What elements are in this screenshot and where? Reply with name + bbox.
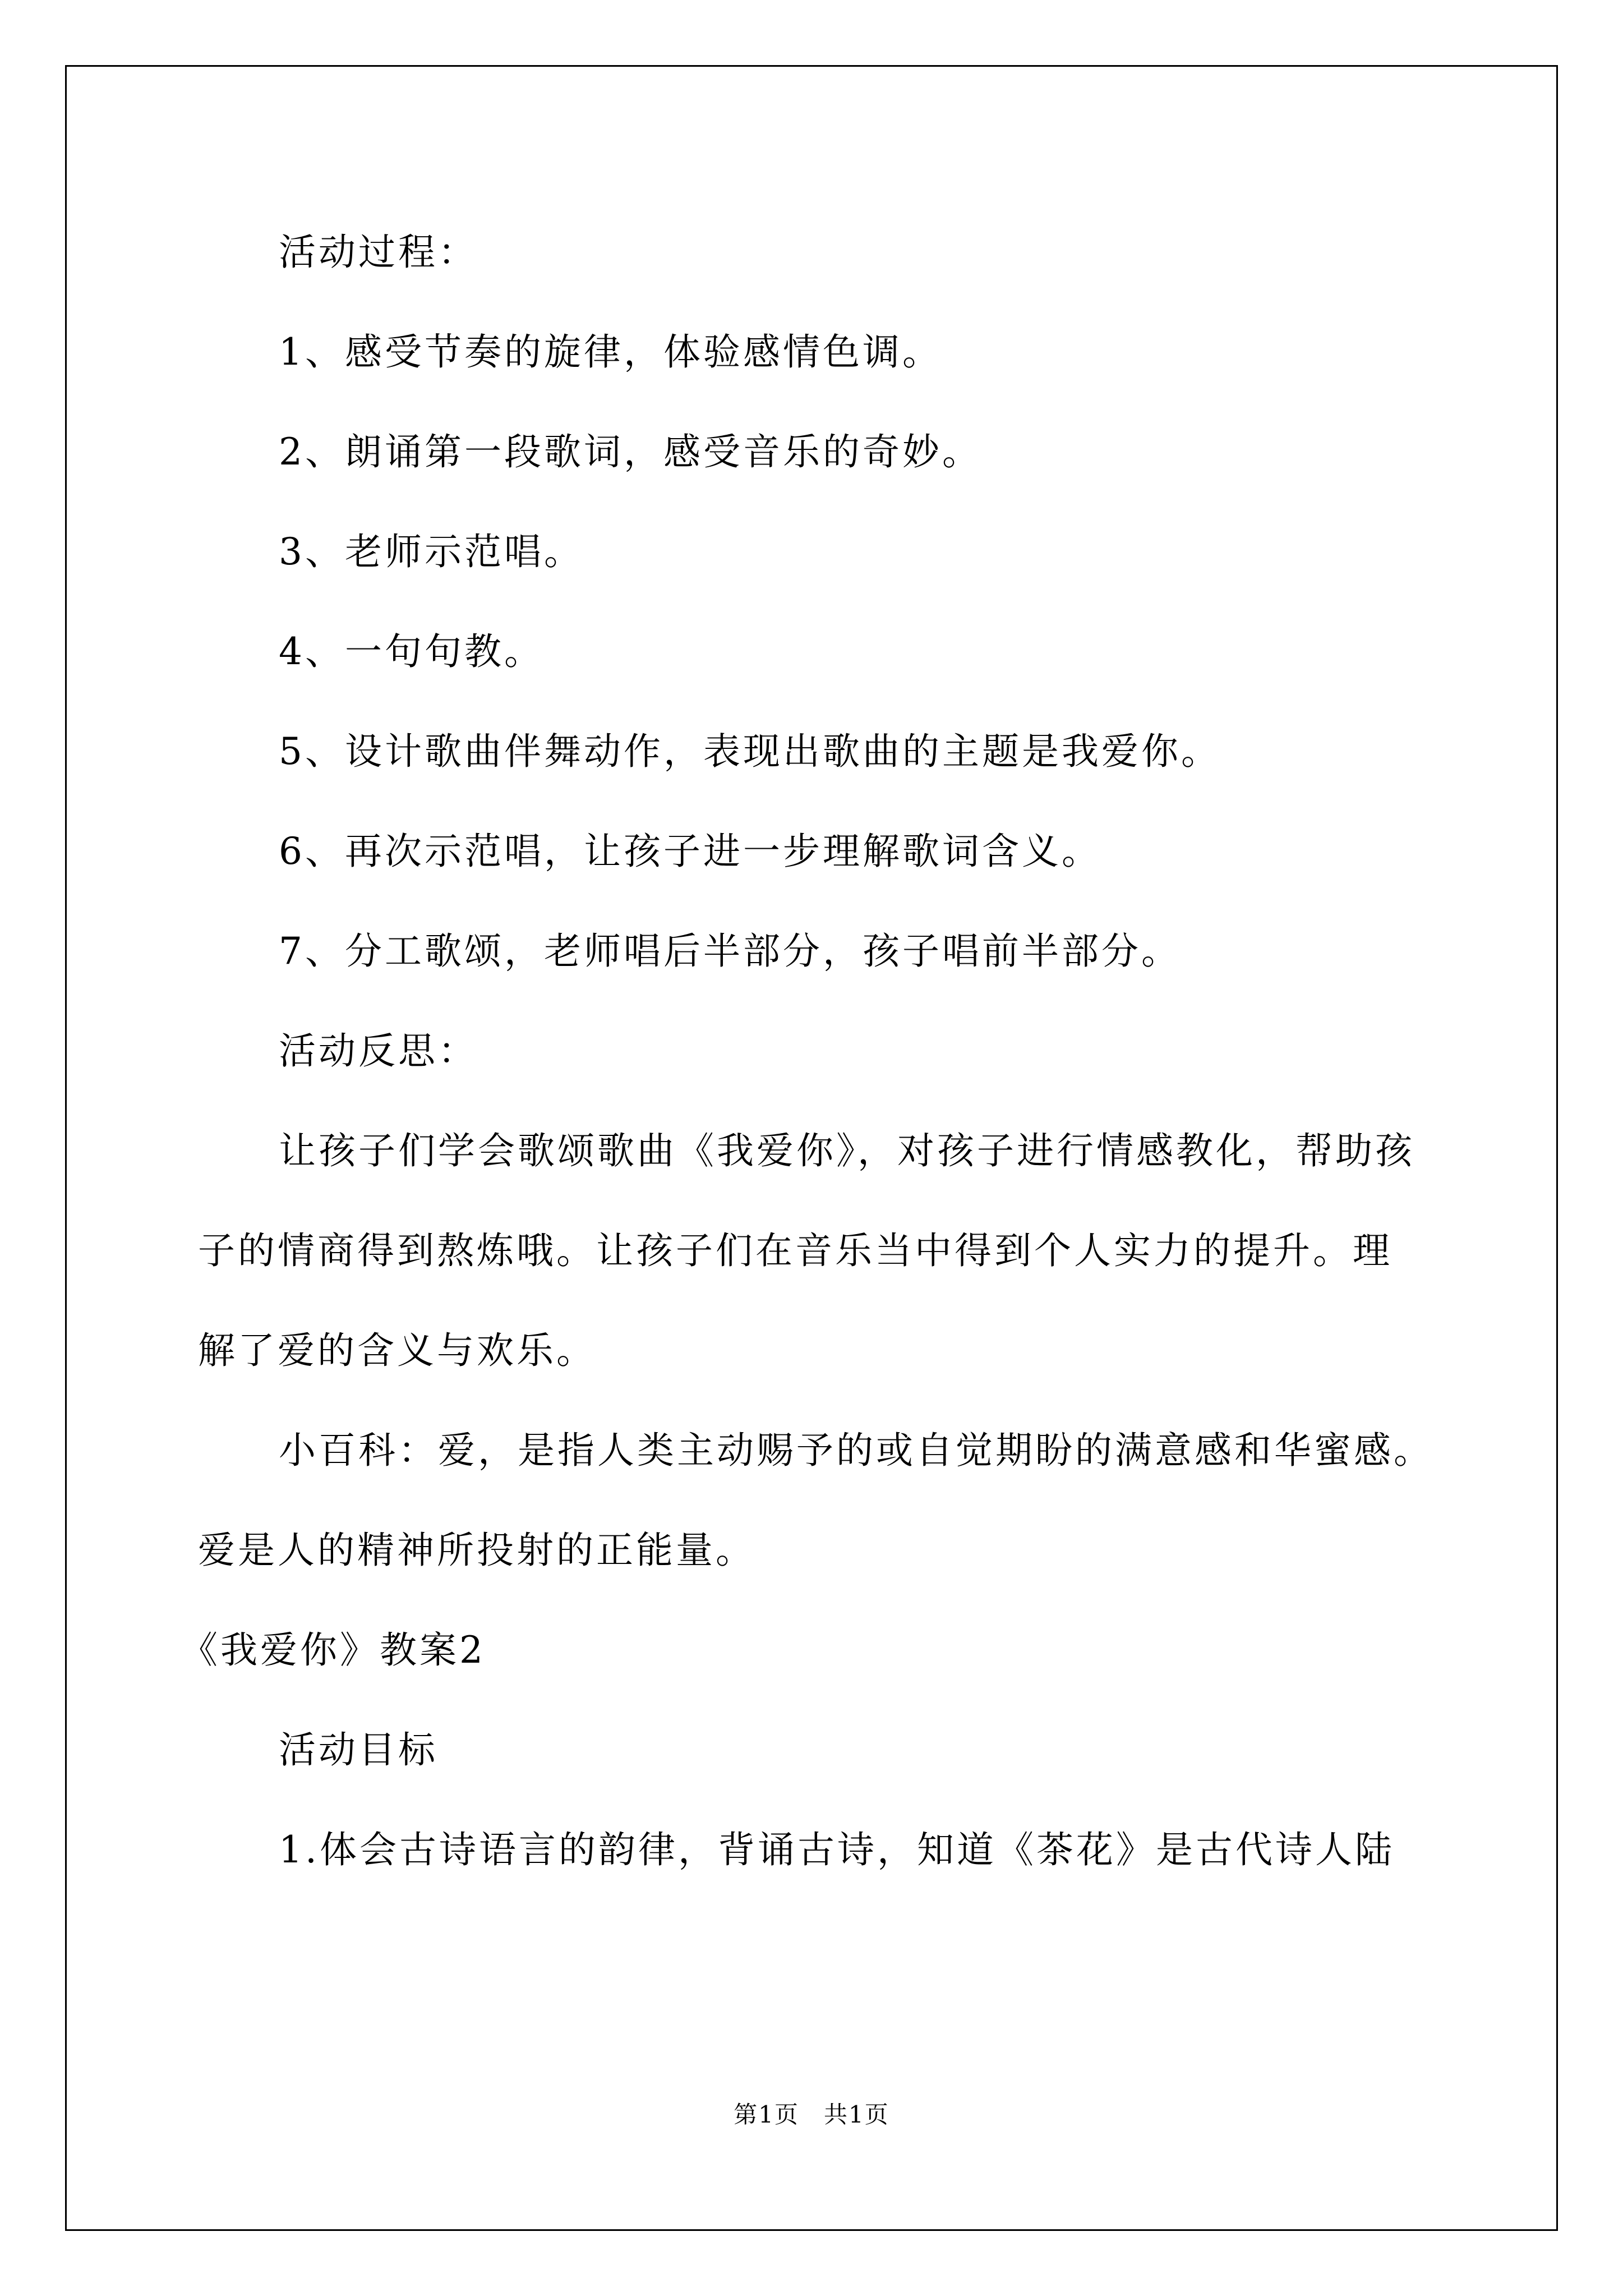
process-step-6: 6、再次示范唱，让孩子进一步理解歌词含义。 xyxy=(279,830,1101,873)
objective-item-1: 1.体会古诗语言的韵律，背诵古诗，知道《茶花》是古代诗人陆 xyxy=(279,1828,1395,1871)
lesson-plan-title: 《我爱你》教案2 xyxy=(181,1628,486,1672)
encyclopedia-note-line-1: 小百科：爱，是指人类主动赐予的或自觉期盼的满意感和华蜜感。 xyxy=(279,1429,1433,1472)
process-step-7: 7、分工歌颂，老师唱后半部分，孩子唱前半部分。 xyxy=(279,930,1181,973)
process-step-1: 1、感受节奏的旋律，体验感情色调。 xyxy=(279,330,942,374)
process-step-3: 3、老师示范唱。 xyxy=(279,530,584,573)
page-footer: 第1页 共1页 xyxy=(734,2101,889,2128)
reflection-paragraph-line-2: 子的情商得到熬炼哦。让孩子们在音乐当中得到个人实力的提升。理 xyxy=(198,1229,1393,1272)
process-step-4: 4、一句句教。 xyxy=(279,630,544,673)
reflection-paragraph-line-1: 让孩子们学会歌颂歌曲《我爱你》，对孩子进行情感教化，帮助孩 xyxy=(279,1129,1415,1172)
section-heading-reflection: 活动反思： xyxy=(279,1029,478,1073)
process-step-5: 5、设计歌曲伴舞动作，表现出歌曲的主题是我爱你。 xyxy=(279,730,1221,773)
reflection-paragraph-line-3: 解了爱的含义与欢乐。 xyxy=(198,1329,596,1372)
section-heading-objectives: 活动目标 xyxy=(279,1728,438,1772)
section-heading-process: 活动过程： xyxy=(279,231,478,274)
encyclopedia-note-line-2: 爱是人的精神所投射的正能量。 xyxy=(198,1529,755,1572)
process-step-2: 2、朗诵第一段歌词，感受音乐的奇妙。 xyxy=(279,430,982,473)
